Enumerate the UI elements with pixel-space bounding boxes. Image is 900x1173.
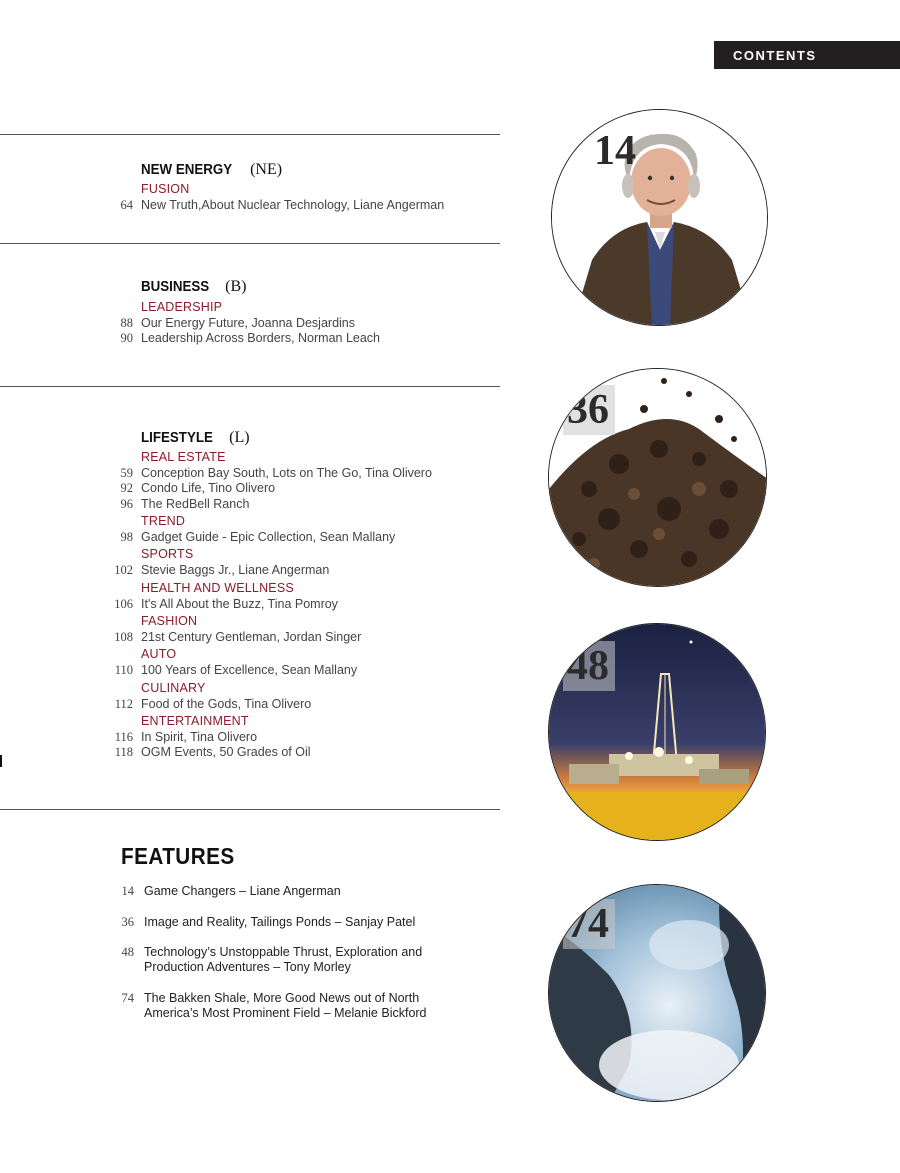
entry-title: Gadget Guide - Epic Collection, Sean Mallany <box>141 530 396 544</box>
page-number: 108 <box>114 630 133 644</box>
page-number: 96 <box>120 497 133 511</box>
page-number: 36 <box>121 915 134 929</box>
page-number: 74 <box>121 991 134 1005</box>
feature-line: Production Adventures – Tony Morley <box>144 960 351 974</box>
section-heading-new-energy <box>141 161 282 179</box>
entry-title: New Truth,About Nuclear Technology, Liane Angerman <box>141 198 445 212</box>
toc-entry[interactable] <box>0 630 500 646</box>
soil-photo[interactable] <box>548 368 767 587</box>
page-number: 59 <box>120 466 133 480</box>
entry-title: OGM Events, 50 Grades of Oil <box>141 745 311 759</box>
section-code: (L) <box>229 429 250 446</box>
page-number: 98 <box>120 530 133 544</box>
section-code: (NE) <box>250 161 283 178</box>
toc-entry[interactable] <box>0 663 500 679</box>
section-divider <box>0 809 500 810</box>
page-number: 118 <box>114 745 133 759</box>
category-label: REAL ESTATE <box>141 450 226 464</box>
entry-title: 21st Century Gentleman, Jordan Singer <box>141 630 362 644</box>
toc-entry[interactable] <box>0 481 500 497</box>
portrait-photo[interactable] <box>551 109 768 326</box>
category-label: CULINARY <box>141 681 206 695</box>
section-title: LIFESTYLE <box>141 430 213 446</box>
feature-line: America’s Most Prominent Field – Melanie Bickford <box>144 1006 427 1020</box>
feature-line: Game Changers – Liane Angerman <box>144 884 341 898</box>
category-label: FASHION <box>141 614 198 628</box>
entry-title: Leadership Across Borders, Norman Leach <box>141 331 381 345</box>
drilling-rig-photo[interactable] <box>548 623 766 841</box>
portrait-illustration <box>552 110 768 326</box>
category-label: LEADERSHIP <box>141 300 223 314</box>
category-label: ENTERTAINMENT <box>141 714 249 728</box>
entry-title: Condo Life, Tino Olivero <box>141 481 276 495</box>
toc-entry[interactable] <box>0 497 500 513</box>
toc-entry[interactable] <box>0 745 500 761</box>
category-label: HEALTH AND WELLNESS <box>141 581 294 595</box>
page-number-badge: 36 <box>563 385 615 435</box>
toc-entry[interactable] <box>0 198 500 214</box>
section-divider <box>0 243 500 244</box>
entry-title: Our Energy Future, Joanna Desjardins <box>141 316 355 330</box>
page-number: 88 <box>120 316 133 330</box>
feature-title <box>144 945 444 975</box>
entry-title: In Spirit, Tina Olivero <box>141 730 258 744</box>
feature-title <box>144 991 444 1021</box>
section-heading-lifestyle <box>141 429 250 447</box>
page-number: 112 <box>114 697 133 711</box>
feature-title <box>144 884 444 899</box>
category-label: SPORTS <box>141 547 194 561</box>
page-number: 116 <box>114 730 133 744</box>
toc-entry[interactable] <box>0 730 500 746</box>
entry-title: Conception Bay South, Lots on The Go, Tina Olivero <box>141 466 432 480</box>
features-title: FEATURES <box>121 843 235 869</box>
feature-title <box>144 915 444 930</box>
feature-line: The Bakken Shale, More Good News out of North <box>144 991 420 1005</box>
entry-title: It's All About the Buzz, Tina Pomroy <box>141 597 338 611</box>
toc-entry[interactable] <box>0 563 500 579</box>
category-label: AUTO <box>141 647 177 661</box>
sky-clouds-photo[interactable] <box>548 884 766 1102</box>
feature-line: Image and Reality, Tailings Ponds – Sanjay Patel <box>144 915 416 929</box>
entry-title: 100 Years of Excellence, Sean Mallany <box>141 663 358 677</box>
page-number: 14 <box>121 884 134 898</box>
toc-entry[interactable] <box>0 316 500 332</box>
page-number: 48 <box>121 945 134 959</box>
section-code: (B) <box>225 278 247 295</box>
contents-banner: CONTENTS <box>714 41 900 69</box>
page-number-badge: 48 <box>563 641 615 691</box>
page-number: 102 <box>114 563 133 577</box>
page-number: 106 <box>114 597 133 611</box>
page-number: 110 <box>114 663 133 677</box>
toc-entry[interactable] <box>0 697 500 713</box>
toc-entry[interactable] <box>0 530 500 546</box>
page-number-badge: 74 <box>563 899 615 949</box>
page-number-badge: 14 <box>594 128 636 174</box>
section-heading-business <box>141 278 246 296</box>
toc-entry[interactable] <box>0 466 500 482</box>
page-number: 64 <box>120 198 133 212</box>
section-title: BUSINESS <box>141 279 210 295</box>
page-number: 92 <box>120 481 133 495</box>
toc-entry[interactable] <box>0 597 500 613</box>
entry-title: The RedBell Ranch <box>141 497 250 511</box>
entry-title: Food of the Gods, Tina Olivero <box>141 697 312 711</box>
toc-entry[interactable] <box>0 331 500 347</box>
section-divider <box>0 386 500 387</box>
section-divider <box>0 134 500 135</box>
page-number: 90 <box>120 331 133 345</box>
entry-title: Stevie Baggs Jr., Liane Angerman <box>141 563 330 577</box>
feature-line: Technology’s Unstoppable Thrust, Exploration and <box>144 945 423 959</box>
section-title: NEW ENERGY <box>141 162 233 178</box>
category-label: FUSION <box>141 182 190 196</box>
category-label: TREND <box>141 514 186 528</box>
margin-mark <box>0 755 2 767</box>
